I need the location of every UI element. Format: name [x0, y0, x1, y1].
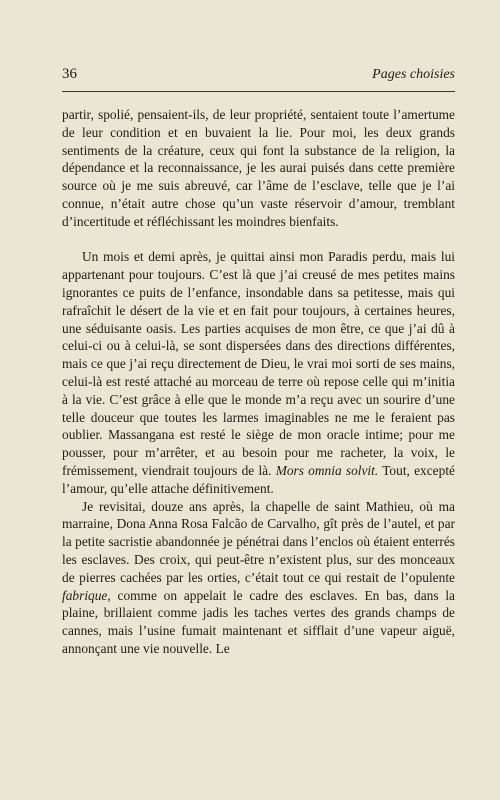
- header-rule: [62, 91, 455, 92]
- italic-term: fabrique,: [62, 587, 111, 603]
- paragraph-2-end: Tout, excepté l’amour, qu’elle attache définitivement.: [62, 462, 455, 496]
- running-header: [62, 66, 455, 83]
- running-title: Pages choisies: [372, 67, 455, 82]
- paragraph-3-text: Je revisitai, douze ans après, la chapelle de saint Mathieu, où ma marraine, Dona Anna Rosa Falcão de Carvalho, gît près de l’autel, et par la petite sacristie abandonnée je pénétrai dans l’enclos où étaient enterrés les esclaves. Des croix, qui peut-être n’existent plus, sur des monceaux de pierres cachées par les orties, c’était tout ce qui restait de l’opulente: [62, 498, 455, 585]
- page-body: [62, 106, 455, 658]
- paragraph-2-text: Un mois et demi après, je quittai ainsi mon Paradis perdu, mais lui appartenant pour toujours. C’est là que j’ai creusé de mes petites mains ignorantes ce puits de l’enfance, insondable dans sa petitesse, mais qui rafraîchit le désert de la vie et en fait pour toujours, à certaines heures, une séduisante oasis. Les parties acquises de mon être, ce que j’ai dû à celui-ci ou à celui-là, se sont dispersées dans des directions différentes, mais ce que j’ai reçu directement de Dieu, le vrai moi sorti de ses mains, celui-là est resté attaché au morceau de terre où repose celle qui m’initia à la vie. C’est grâce à elle que le monde m’a reçu avec un sourire d’une telle douceur que toutes les larmes imaginables ne me le feraient pas oublier. Massangana est resté le siège de mon oracle intime; pour me pousser, pour m’arrêter, et au besoin pour me racheter, la voix, le frémissement, viendrait toujours de là.: [62, 249, 455, 478]
- paragraph-1: partir, spolié, pensaient-ils, de leur propriété, sentaient toute l’amertume de leur condition et en buvaient la lie. Pour moi, les deux grands sentiments de la créature, ceux qui font la substance de la religion, la dépendance et la reconnaissance, je les aurai puisés dans cette première source où je me suis abreuvé, car l’âme de l’esclave, telle que je l’ai connue, n’était autre chose qu’un vaste réservoir d’amour, tremblant d’incertitude et réfléchissant les moindres bienfaits.: [62, 107, 455, 229]
- paragraph-3-end: comme on appelait le cadre des esclaves. En bas, dans la plaine, brillaient comme jadis les taches vertes des grands champs de cannes, mais l’usine fumait maintenant et sifflait d’une vapeur aiguë, annonçant une vie nouvelle. Le: [62, 587, 455, 656]
- page-number: 36: [62, 66, 77, 82]
- paragraph-3: [62, 498, 455, 658]
- paragraph-2: [62, 248, 455, 497]
- latin-quote: Mors omnia solvit.: [275, 462, 379, 478]
